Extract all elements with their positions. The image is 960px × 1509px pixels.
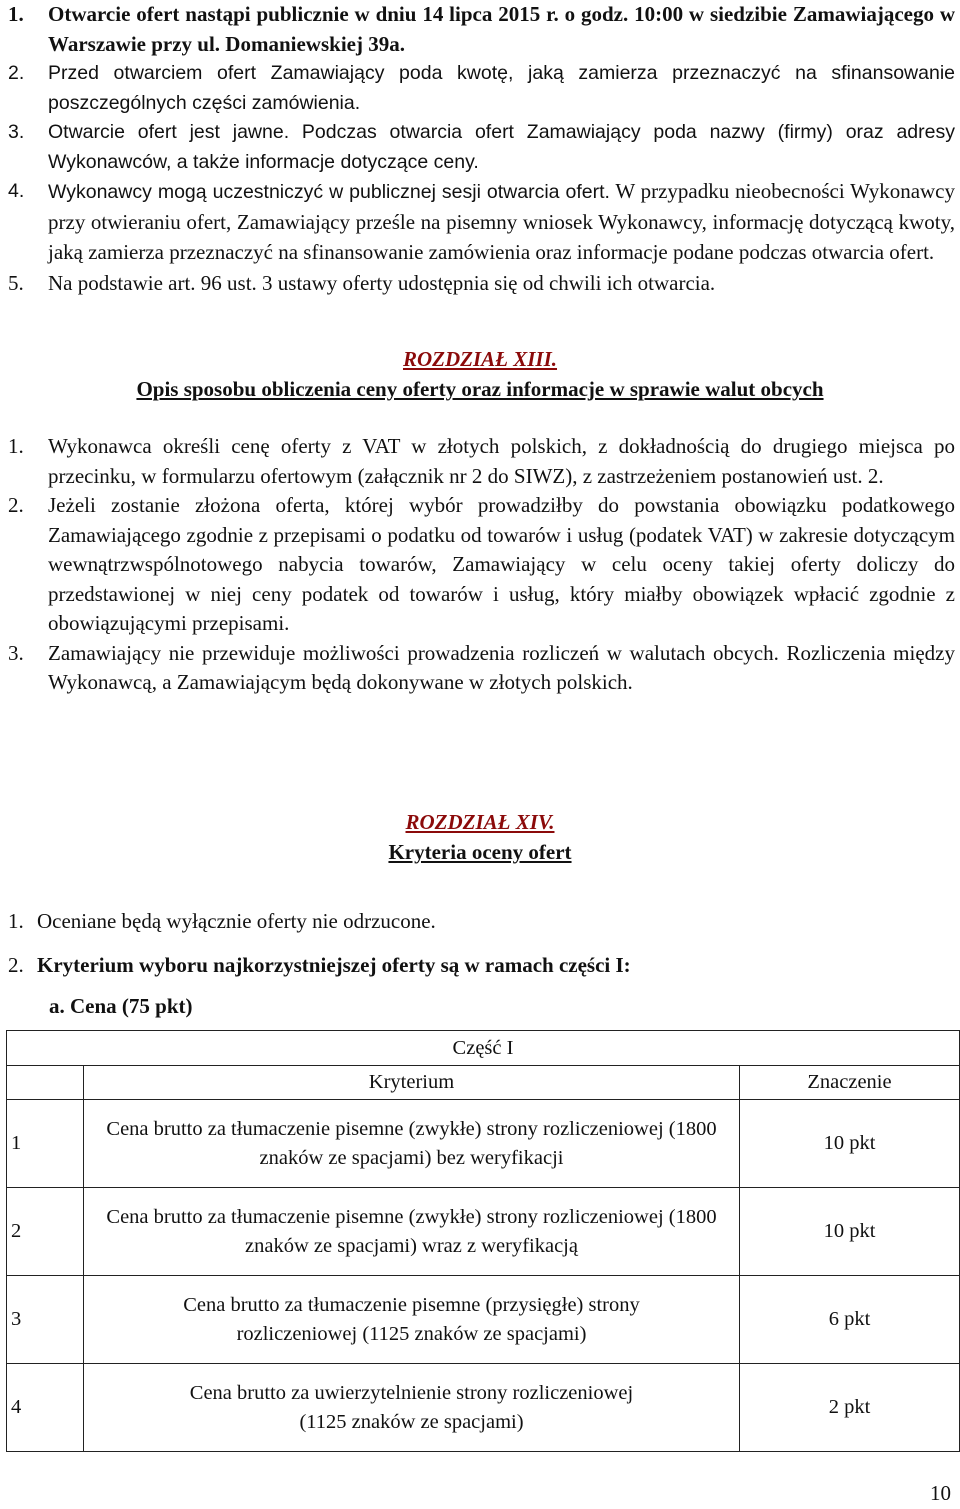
item-number: 5. — [8, 270, 24, 295]
table-row — [7, 1100, 960, 1188]
item-text: Przed otwarciem ofert Zamawiający poda kwotę, jaką zamierza przeznaczyć na sfinansowanie poszczególnych części zamówienia. — [48, 62, 955, 114]
item-number: 2. — [8, 62, 25, 84]
row-criterion: Cena brutto za tłumaczenie pisemne (zwykłe) strony rozliczeniowej (1800 znaków ze spacjami) wraz z weryfikacją — [84, 1188, 740, 1276]
opening-rules-list — [8, 0, 955, 298]
row-value: 2 pkt — [740, 1364, 960, 1452]
row-number: 4 — [7, 1364, 84, 1452]
row-criterion: Cena brutto za tłumaczenie pisemne (zwykłe) strony rozliczeniowej (1800 znaków ze spacjami) bez weryfikacji — [84, 1100, 740, 1188]
item-number: 3. — [8, 121, 25, 143]
table-row — [7, 1188, 960, 1276]
list-item — [8, 177, 955, 269]
list-item — [8, 59, 955, 118]
list-item — [8, 0, 955, 59]
list-item — [8, 491, 955, 639]
chapter-14-title: ROZDZIAŁ XIV. — [405, 810, 555, 834]
row-criterion: Cena brutto za tłumaczenie pisemne (przysięgłe) strony rozliczeniowej (1125 znaków ze spacjami) — [84, 1276, 740, 1364]
item-number: 1. — [8, 434, 24, 458]
criteria-sub-a: a. Cena (75 pkt) — [49, 994, 193, 1018]
column-header-criterion: Kryterium — [84, 1066, 740, 1100]
price-rules-list — [8, 432, 955, 698]
part-header: Część I — [7, 1031, 960, 1066]
item-text: Kryterium wyboru najkorzystniejszej oferty są w ramach części I: — [37, 953, 631, 977]
item-number: 2. — [8, 493, 24, 517]
item-number: 1. — [8, 2, 24, 26]
item-number: 4. — [8, 180, 25, 202]
row-number: 3 — [7, 1276, 84, 1364]
list-item — [8, 269, 955, 299]
column-header-value: Znaczenie — [740, 1066, 960, 1100]
row-number: 1 — [7, 1100, 84, 1188]
list-item — [8, 118, 955, 177]
criteria-item-2 — [8, 951, 631, 981]
row-number: 2 — [7, 1188, 84, 1276]
item-text: Zamawiający nie przewiduje możliwości prowadzenia rozliczeń w walutach obcych. Rozliczenia między Wykonawcą, a Zamawiającym będą dokonywane w złotych polskich. — [48, 640, 955, 694]
table-header-row — [7, 1031, 960, 1066]
chapter-13-title: ROZDZIAŁ XIII. — [402, 347, 558, 371]
chapter-14-subtitle: Kryteria oceny ofert — [388, 840, 572, 864]
item-text: Jeżeli zostanie złożona oferta, której wybór prowadziłby do powstania obowiązku podatkowego Zamawiającego zgodnie z przepisami o podatku od towarów i usług (podatek VAT) w zakresie dotyczącym wewnątrzwspólnotowego nabycia towarów, Zamawiający w celu oceny takiej oferty doliczy do przedstawionej w niej ceny podatek od towarów i usług, który miałby obowiązek wpłacić zgodnie z obowiązującymi przepisami. — [48, 493, 955, 635]
table-row — [7, 1364, 960, 1452]
list-item — [8, 639, 955, 698]
item-text: Otwarcie ofert nastąpi publicznie w dniu 14 lipca 2015 r. o godz. 10:00 w siedzibie Zamawiającego w Warszawie przy ul. Domaniewskiej 39a. — [48, 2, 955, 56]
table-row — [7, 1276, 960, 1364]
page-number: 10 — [930, 1481, 951, 1505]
criteria-table — [6, 1030, 960, 1452]
row-criterion: Cena brutto za uwierzytelnienie strony rozliczeniowej (1125 znaków ze spacjami) — [84, 1364, 740, 1452]
item-text: Otwarcie ofert jest jawne. — [48, 121, 290, 143]
item-text-continued: W przypadku nieobecności Wykonawcy przy otwieraniu ofert, Zamawiający prześle na pisemny wniosek Wykonawcy, informację dotyczącą kwoty, jaką zamierza przeznaczyć na sfinansowanie zamówienia oraz informacje podane podczas otwarcia ofert. — [48, 179, 955, 264]
row-value: 10 pkt — [740, 1100, 960, 1188]
item-text: Na podstawie art. 96 ust. 3 ustawy oferty udostępnia się od chwili ich otwarcia. — [48, 270, 716, 295]
list-item — [8, 432, 955, 491]
criteria-item-1 — [8, 907, 436, 937]
item-text-continued: Podczas otwarcia ofert Zamawiający poda nazwy (firmy) oraz adresy Wykonawców, a także informacje dotyczące ceny. — [48, 121, 955, 173]
item-text: Wykonawca określi cenę oferty z VAT w złotych polskich, z dokładnością do drugiego miejsca po przecinku, w formularzu ofertowym (załącznik nr 2 do SIWZ), z zastrzeżeniem postanowień ust. 2. — [48, 434, 955, 488]
chapter-13-subtitle: Opis sposobu obliczenia ceny oferty oraz informacje w sprawie walut obcych — [136, 377, 824, 401]
table-column-headers — [7, 1066, 960, 1100]
item-number: 2. — [8, 953, 24, 977]
item-text: Oceniane będą wyłącznie oferty nie odrzucone. — [37, 909, 436, 933]
row-value: 6 pkt — [740, 1276, 960, 1364]
row-value: 10 pkt — [740, 1188, 960, 1276]
item-text: Wykonawcy mogą uczestniczyć w publicznej sesji otwarcia ofert. — [48, 181, 610, 203]
column-header-number — [7, 1066, 84, 1100]
item-number: 3. — [8, 640, 24, 665]
item-number: 1. — [8, 909, 24, 933]
